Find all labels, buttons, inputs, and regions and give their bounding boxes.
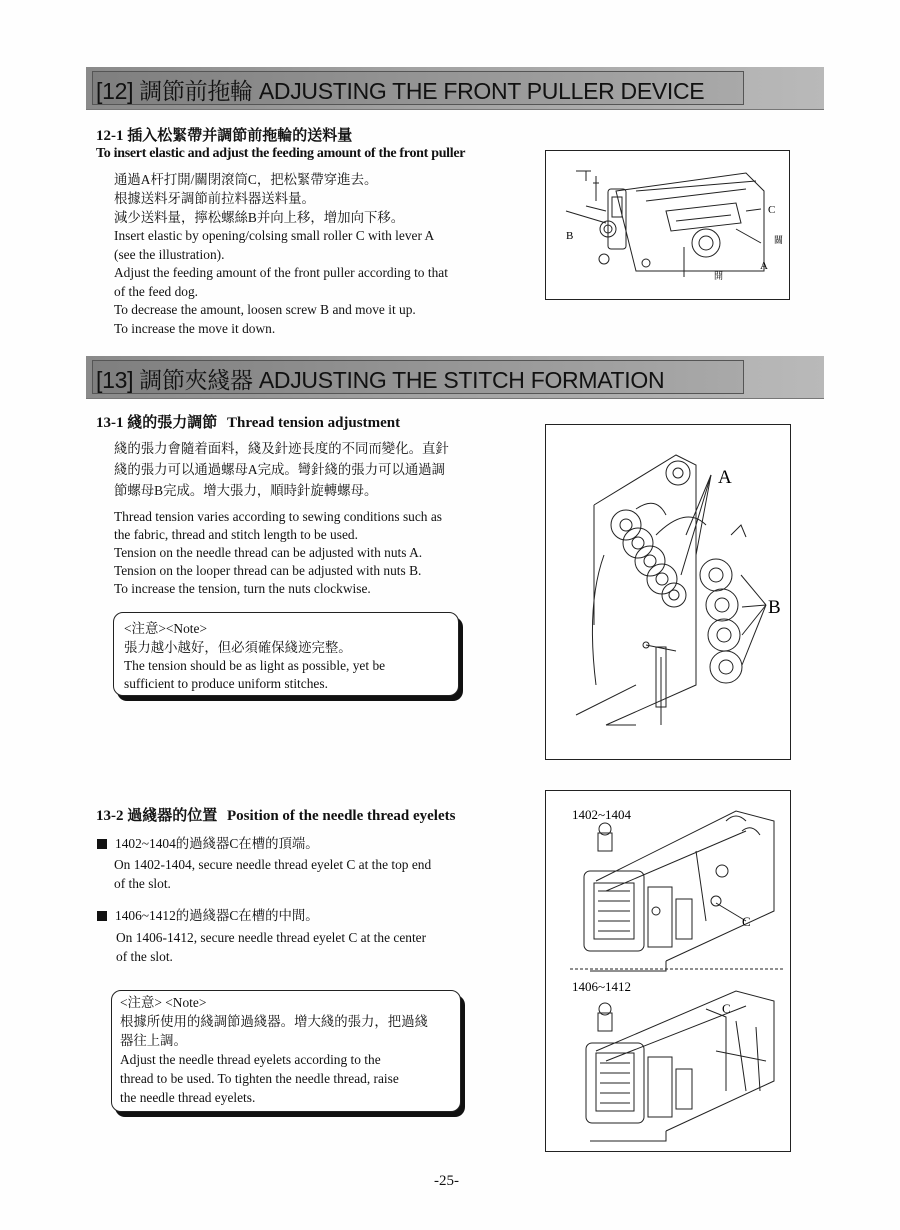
bullet-text-zh: 1406~1412的過綫器C在槽的中間。 xyxy=(115,908,319,923)
section-12-heading: [12] 調節前拖輪 ADJUSTING THE FRONT PULLER DEVICE xyxy=(96,78,705,104)
subsection-13-2-title-zh: 13-2 過綫器的位置 xyxy=(96,808,218,824)
body-line: To increase the move it down. xyxy=(114,320,276,336)
subsection-13-1-title-en: Thread tension adjustment xyxy=(227,415,401,431)
body-line: To decrease the amount, loosen screw B and move it up. xyxy=(114,302,416,317)
note-title: <注意> <Note> xyxy=(120,995,207,1010)
figure-label-c-bottom: C xyxy=(722,1001,731,1016)
body-line: On 1402-1404, secure needle thread eyelet C at the top end xyxy=(114,857,432,872)
thread-tension-illustration xyxy=(546,425,790,759)
subsection-13-1-title-zh: 13-1 綫的張力調節 xyxy=(96,415,218,431)
bullet-text-zh: 1402~1404的過綫器C在槽的頂端。 xyxy=(115,836,319,851)
subsection-12-1-title-en: To insert elastic and adjust the feeding amount of the front puller xyxy=(96,146,466,161)
body-line: To increase the tension, turn the nuts clockwise. xyxy=(114,581,371,596)
body-line: Insert elastic by opening/colsing small roller C with lever A xyxy=(114,228,435,243)
figure-label-b: B xyxy=(566,230,574,242)
body-line: On 1406-1412, secure needle thread eyelet C at the center xyxy=(116,930,427,945)
body-line: 通過A杆打開/關閉滾筒C，把松緊帶穿進去。 xyxy=(114,172,378,187)
eyelet-position-illustration xyxy=(546,791,790,1151)
section-13-banner xyxy=(86,356,824,399)
body-line: Adjust the feeding amount of the front puller according to that xyxy=(114,265,448,280)
section-13-heading: [13] 調節夾綫器 ADJUSTING THE STITCH FORMATION xyxy=(96,367,665,393)
body-line: of the feed dog. xyxy=(114,283,199,299)
subsection-13-2-title-en: Position of the needle thread eyelets xyxy=(227,808,456,824)
body-line: of the slot. xyxy=(116,948,173,964)
body-line: Thread tension varies according to sewing conditions such as xyxy=(114,509,442,524)
note-box-tension xyxy=(113,612,459,696)
body-line: Tension on the needle thread can be adjusted with nuts A. xyxy=(114,545,423,560)
body-line: (see the illustration). xyxy=(114,246,225,262)
body-line: 綫的張力會隨着面料，綫及針迹長度的不同而變化。直針 xyxy=(114,441,449,456)
note-title: <注意><Note> xyxy=(124,621,208,636)
body-line: of the slot. xyxy=(114,875,171,891)
body-line: 綫的張力可以通過螺母A完成。彎針綫的張力可以通過調 xyxy=(114,462,446,477)
note-line: 器往上調。 xyxy=(120,1033,187,1048)
note-line: sufficient to produce uniform stitches. xyxy=(124,676,328,691)
body-line: 根據送料牙調節前拉料器送料量。 xyxy=(114,191,315,206)
section-12-body xyxy=(114,170,448,338)
note-line: The tension should be as light as possible, yet be xyxy=(124,658,386,673)
subsection-13-2-title xyxy=(96,804,455,825)
note-box-eyelets xyxy=(111,990,461,1112)
bullet-item-1402-en xyxy=(114,856,431,893)
figure-label-a: A xyxy=(718,467,732,488)
figure-label-c: C xyxy=(768,204,776,216)
section-13-1-body-en xyxy=(114,508,442,598)
figure-label-open: 開 xyxy=(714,271,724,281)
front-puller-figure xyxy=(545,150,790,300)
model-label-bottom: 1406~1412 xyxy=(572,979,632,994)
body-line: 節螺母B完成。增大張力，順時針旋轉螺母。 xyxy=(114,483,378,498)
figure-label-a: A xyxy=(760,260,768,272)
note-line: Adjust the needle thread eyelets according to the xyxy=(120,1052,381,1067)
figure-label-b: B xyxy=(768,597,781,618)
bullet-icon xyxy=(97,839,107,849)
front-puller-illustration xyxy=(546,151,789,299)
body-line: 減少送料量，擰松螺絲B并向上移，增加向下移。 xyxy=(114,210,405,225)
bullet-item-1402 xyxy=(97,834,319,853)
note-line: the needle thread eyelets. xyxy=(120,1090,256,1105)
section-13-1-body-zh xyxy=(114,438,449,501)
thread-tension-figure xyxy=(545,424,791,760)
note-line: thread to be used. To tighten the needle thread, raise xyxy=(120,1071,399,1086)
figure-label-close: 關 xyxy=(774,235,784,245)
figure-label-c-top: C xyxy=(742,914,751,929)
note-line: 根據所使用的綫調節過綫器。增大綫的張力，把過綫 xyxy=(120,1014,428,1029)
bullet-item-1406-en xyxy=(116,929,426,966)
body-line: the fabric, thread and stitch length to be used. xyxy=(114,527,358,542)
bullet-item-1406 xyxy=(97,906,319,925)
subsection-12-1-title-zh: 12-1 插入松緊帶并調節前拖輪的送料量 xyxy=(96,128,353,144)
note-line: 張力越小越好，但必須確保綫迹完整。 xyxy=(124,640,352,655)
subsection-13-1-title xyxy=(96,411,400,432)
eyelet-position-figure xyxy=(545,790,791,1152)
body-line: Tension on the looper thread can be adjusted with nuts B. xyxy=(114,563,422,578)
section-12-banner xyxy=(86,67,824,110)
model-label-top: 1402~1404 xyxy=(572,807,632,822)
page-number: -25- xyxy=(434,1173,459,1189)
bullet-icon xyxy=(97,911,107,921)
